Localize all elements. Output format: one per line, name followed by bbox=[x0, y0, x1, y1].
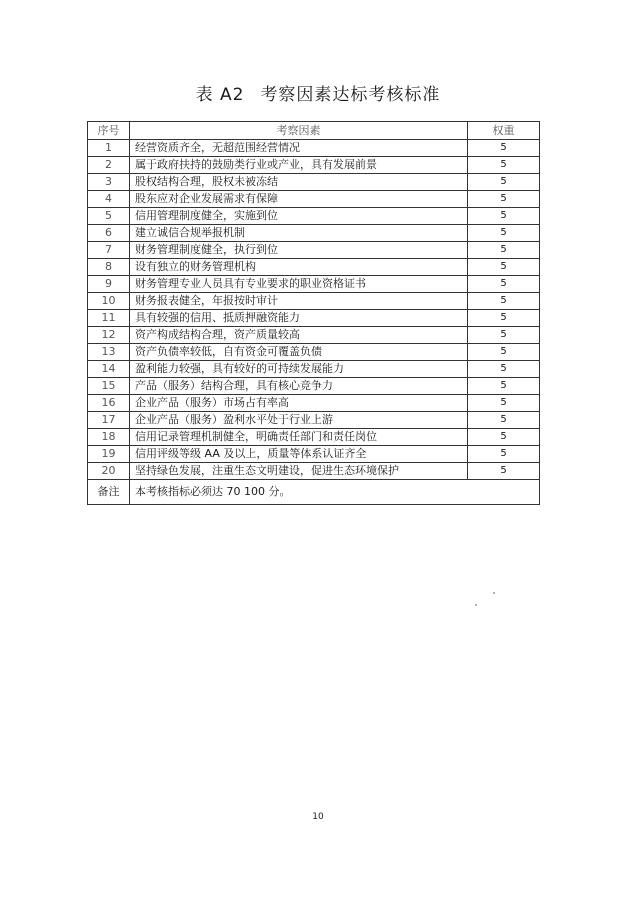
note-row bbox=[88, 480, 540, 505]
row-factor: 财务管理专业人员具有专业要求的职业资格证书 bbox=[130, 276, 468, 293]
row-weight: 5 bbox=[468, 276, 540, 293]
table-row bbox=[88, 429, 540, 446]
row-weight: 5 bbox=[468, 259, 540, 276]
row-factor: 经营资质齐全，无超范围经营情况 bbox=[130, 140, 468, 157]
scan-speck bbox=[475, 604, 477, 606]
table-row bbox=[88, 378, 540, 395]
assessment-table bbox=[87, 121, 540, 505]
table-row bbox=[88, 463, 540, 480]
row-number: 8 bbox=[88, 259, 130, 276]
row-factor: 企业产品（服务）盈利水平处于行业上游 bbox=[130, 412, 468, 429]
row-weight: 5 bbox=[468, 140, 540, 157]
table-row bbox=[88, 174, 540, 191]
table-code: 表 A2 bbox=[195, 85, 245, 105]
row-weight: 5 bbox=[468, 327, 540, 344]
row-number: 18 bbox=[88, 429, 130, 446]
row-factor: 产品（服务）结构合理，具有核心竞争力 bbox=[130, 378, 468, 395]
page-number: 10 bbox=[312, 812, 324, 822]
page-title bbox=[0, 80, 636, 105]
row-number: 6 bbox=[88, 225, 130, 242]
table-row bbox=[88, 412, 540, 429]
row-number: 14 bbox=[88, 361, 130, 378]
table-row bbox=[88, 395, 540, 412]
row-factor: 股东应对企业发展需求有保障 bbox=[130, 191, 468, 208]
row-weight: 5 bbox=[468, 395, 540, 412]
row-factor: 股权结构合理，股权未被冻结 bbox=[130, 174, 468, 191]
row-weight: 5 bbox=[468, 174, 540, 191]
row-number: 5 bbox=[88, 208, 130, 225]
row-number: 3 bbox=[88, 174, 130, 191]
table-row bbox=[88, 157, 540, 174]
row-factor: 属于政府扶持的鼓励类行业或产业，具有发展前景 bbox=[130, 157, 468, 174]
row-factor: 坚持绿色发展，注重生态文明建设，促进生态环境保护 bbox=[130, 463, 468, 480]
header-weight: 权重 bbox=[468, 122, 540, 140]
row-number: 19 bbox=[88, 446, 130, 463]
row-factor: 信用管理制度健全，实施到位 bbox=[130, 208, 468, 225]
row-factor: 信用评级等级 AA 及以上，质量等体系认证齐全 bbox=[130, 446, 468, 463]
row-weight: 5 bbox=[468, 378, 540, 395]
row-weight: 5 bbox=[468, 361, 540, 378]
table-row bbox=[88, 293, 540, 310]
row-number: 17 bbox=[88, 412, 130, 429]
row-weight: 5 bbox=[468, 157, 540, 174]
table-row bbox=[88, 242, 540, 259]
row-factor: 资产负债率较低，自有资金可覆盖负债 bbox=[130, 344, 468, 361]
table-row bbox=[88, 446, 540, 463]
row-weight: 5 bbox=[468, 225, 540, 242]
row-factor: 资产构成结构合理，资产质量较高 bbox=[130, 327, 468, 344]
row-number: 7 bbox=[88, 242, 130, 259]
table-body bbox=[88, 140, 540, 480]
row-number: 13 bbox=[88, 344, 130, 361]
table-row bbox=[88, 310, 540, 327]
row-number: 11 bbox=[88, 310, 130, 327]
table-row bbox=[88, 327, 540, 344]
note-text: 本考核指标必须达 70 100 分。 bbox=[130, 480, 540, 505]
table-row bbox=[88, 191, 540, 208]
header-factor: 考察因素 bbox=[130, 122, 468, 140]
row-number: 12 bbox=[88, 327, 130, 344]
row-factor: 信用记录管理机制健全，明确责任部门和责任岗位 bbox=[130, 429, 468, 446]
table-title-text: 考察因素达标考核标准 bbox=[260, 85, 441, 105]
row-factor: 建立诚信合规举报机制 bbox=[130, 225, 468, 242]
row-factor: 设有独立的财务管理机构 bbox=[130, 259, 468, 276]
row-weight: 5 bbox=[468, 344, 540, 361]
row-weight: 5 bbox=[468, 463, 540, 480]
row-factor: 财务管理制度健全，执行到位 bbox=[130, 242, 468, 259]
table-row bbox=[88, 361, 540, 378]
row-factor: 财务报表健全，年报按时审计 bbox=[130, 293, 468, 310]
row-weight: 5 bbox=[468, 191, 540, 208]
row-weight: 5 bbox=[468, 242, 540, 259]
table-row bbox=[88, 208, 540, 225]
scan-speck bbox=[493, 592, 495, 594]
row-factor: 具有较强的信用、抵质押融资能力 bbox=[130, 310, 468, 327]
row-number: 9 bbox=[88, 276, 130, 293]
row-number: 1 bbox=[88, 140, 130, 157]
table-row bbox=[88, 225, 540, 242]
row-factor: 企业产品（服务）市场占有率高 bbox=[130, 395, 468, 412]
table-row bbox=[88, 276, 540, 293]
table-header-row bbox=[88, 122, 540, 140]
row-factor: 盈利能力较强，具有较好的可持续发展能力 bbox=[130, 361, 468, 378]
row-weight: 5 bbox=[468, 208, 540, 225]
row-number: 4 bbox=[88, 191, 130, 208]
row-number: 16 bbox=[88, 395, 130, 412]
row-weight: 5 bbox=[468, 293, 540, 310]
table-row bbox=[88, 140, 540, 157]
row-weight: 5 bbox=[468, 429, 540, 446]
header-no: 序号 bbox=[88, 122, 130, 140]
row-number: 20 bbox=[88, 463, 130, 480]
row-number: 15 bbox=[88, 378, 130, 395]
row-number: 2 bbox=[88, 157, 130, 174]
row-weight: 5 bbox=[468, 310, 540, 327]
row-weight: 5 bbox=[468, 412, 540, 429]
table-row bbox=[88, 344, 540, 361]
row-weight: 5 bbox=[468, 446, 540, 463]
row-number: 10 bbox=[88, 293, 130, 310]
table-row bbox=[88, 259, 540, 276]
note-label: 备注 bbox=[88, 480, 130, 505]
